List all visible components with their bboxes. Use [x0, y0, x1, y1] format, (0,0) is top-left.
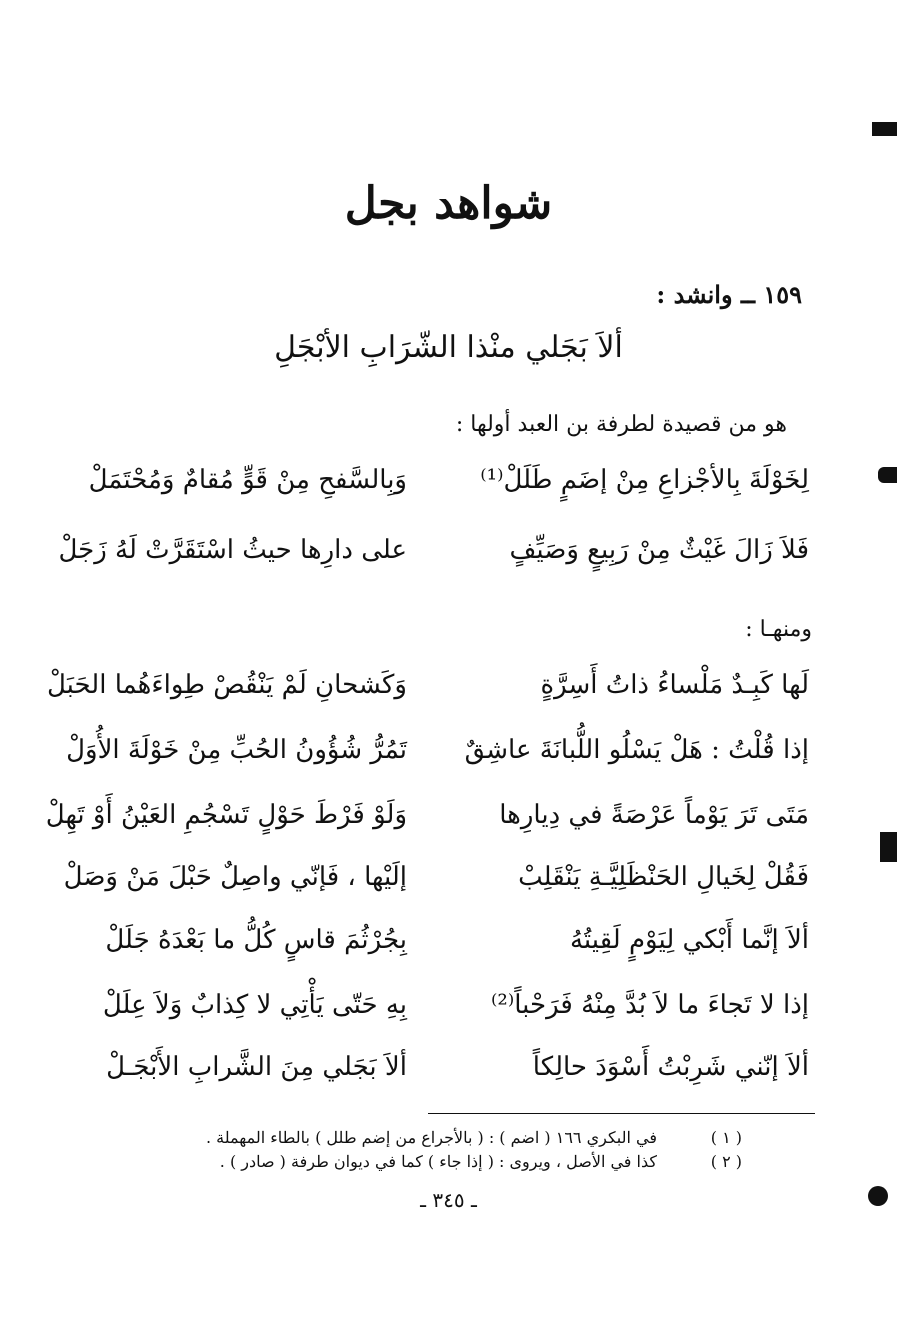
verse-first-hemistich: فَقُلْ لِخَيالِ الحَنْظَلِيَّـةِ يَنْقَلِبْ: [518, 862, 809, 892]
verse-second-hemistich: وَكَشحانِ لَمْ يَنْقُصْ طِواءَهُما الحَبَلْ: [46, 670, 407, 700]
verse-second-hemistich: إلَيْها ، فَإنّي واصِلٌ حَبْلَ مَنْ وَصَلْ: [63, 862, 407, 892]
verse-second-hemistich: وَلَوْ فَرْطَ حَوْلٍ تَسْجُمِ العَيْنُ أَوْ تَهِلْ: [45, 800, 407, 830]
footnote: [42, 1128, 742, 1150]
page-number: ـ ٣٤٥ ـ: [420, 1188, 477, 1212]
verse-second-hemistich: تَمُرُّ شُؤُونُ الحُبِّ مِنْ خَوْلَةَ الأُوَلْ: [66, 735, 407, 765]
verse-first-hemistich: لَها كَبِـدٌ مَلْساءُ ذاتُ أَسِرَّةٍ: [540, 670, 809, 700]
verse-first-hemistich: مَتَى تَرَ يَوْماً عَرْصَةً في دِيارِها: [499, 800, 809, 830]
scan-mark-top: [872, 122, 897, 136]
verse-second-hemistich: ألاَ بَجَلي مِنَ الشَّرابِ الأَبْجَـلْ: [106, 1052, 407, 1082]
footnote-rule: [428, 1113, 815, 1114]
verse-first-hemistich: إذا لا تَجاءَ ما لاَ بُدَّ مِنْهُ فَرَحْباً⁽²⁾: [491, 990, 809, 1020]
verse-first-hemistich: فَلاَ زَالَ غَيْثٌ مِنْ رَبِيعٍ وَصَيِّفٍ: [509, 535, 809, 565]
verse-second-hemistich: بِجُرْثُمَ قاسٍ كُلُّ ما بَعْدَهُ جَلَلْ: [105, 925, 407, 955]
verse-second-hemistich: بِهِ حَتّى يَأْتِي لا كِذابٌ وَلاَ عِلَلْ: [102, 990, 407, 1020]
verse-second-hemistich: على دارِها حيثُ اسْتَقَرَّتْ لَهُ زَجَلْ: [58, 535, 407, 565]
scan-mark-mid1: [878, 467, 897, 483]
footnote-text: كذا في الأصل ، ويروى : ( إذا جاء ) كما في ديوان طرفة ( صادر ) .: [219, 1152, 657, 1171]
footnote: [42, 1152, 742, 1174]
footnote-number: ( ١ ): [710, 1128, 742, 1147]
footnote-text: في البكري ١٦٦ ( اضم ) : ( بالأجراع من إضم طلل ) بالطاء المهملة .: [205, 1128, 657, 1147]
scan-mark-mid2: [880, 832, 897, 862]
verse-first-hemistich: ألاَ إنّني شَرِبْتُ أَسْوَدَ حالِكاً: [532, 1052, 809, 1082]
verse-first-hemistich: لِخَوْلَةَ بِالأجْزاعِ مِنْ إضَمٍ طَلَلْ⁽¹⁾: [480, 465, 809, 495]
section-marker: ومنهـا :: [745, 617, 812, 642]
verse-first-hemistich: ألاَ إنَّما أَبْكي لِيَوْمٍ لَقِيتُهُ: [569, 925, 809, 955]
verse-second-hemistich: وَبِالسَّفحِ مِنْ قَوٍّ مُقامٌ وَمُحْتَمَلْ: [88, 465, 407, 495]
intro-line: هو من قصيدة لطرفة بن العبد أولها :: [455, 412, 787, 437]
quoted-hemistich: ألاَ بَجَلي منْذا الشّرَابِ الأبْجَلِ: [274, 330, 623, 365]
entry-heading: ١٥٩ ــ وانشد :: [656, 280, 802, 309]
page-title: شواهد بجل: [344, 178, 553, 229]
footnote-number: ( ٢ ): [710, 1152, 742, 1171]
verse-first-hemistich: إذا قُلْتُ : هَلْ يَسْلُو اللُّبانَةَ عاشِقٌ: [464, 735, 809, 765]
